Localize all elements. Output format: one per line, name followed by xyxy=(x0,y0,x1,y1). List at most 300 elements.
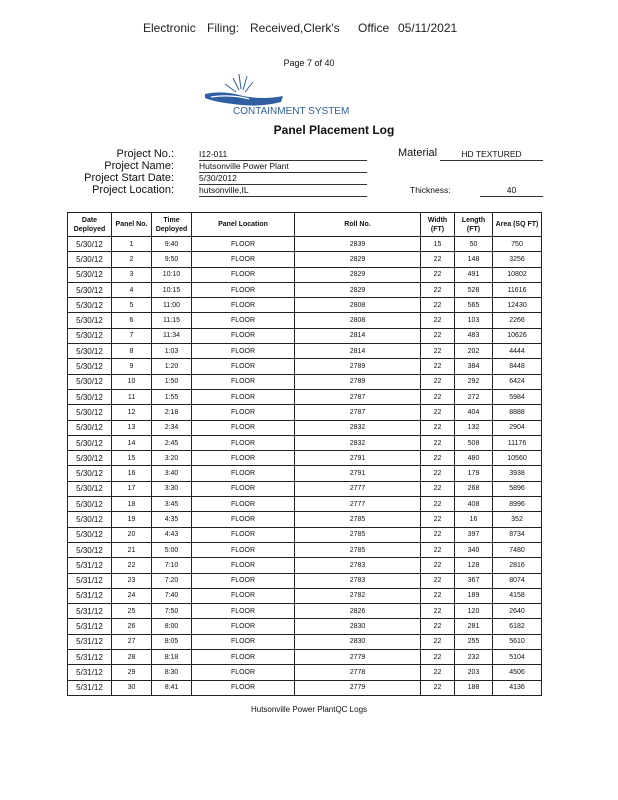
cell-location: FLOOR xyxy=(192,573,295,588)
cell-location: FLOOR xyxy=(192,512,295,527)
cell-area: 4136 xyxy=(493,680,542,695)
cell-location: FLOOR xyxy=(192,359,295,374)
cell-panel-no: 4 xyxy=(112,282,152,297)
cell-roll-no: 2829 xyxy=(295,282,421,297)
cell-location: FLOOR xyxy=(192,466,295,481)
cell-area: 10560 xyxy=(493,451,542,466)
cell-roll-no: 2839 xyxy=(295,237,421,252)
cell-time: 10:10 xyxy=(152,267,192,282)
page-footer: Hutsonville Power PlantQC Logs xyxy=(250,705,368,714)
cell-width: 22 xyxy=(421,604,455,619)
table-header-row xyxy=(68,213,542,237)
header-area: Area (SQ FT) xyxy=(493,213,542,237)
table-row xyxy=(68,282,542,297)
table-body xyxy=(68,237,542,696)
cell-time: 7:10 xyxy=(152,558,192,573)
cell-location: FLOOR xyxy=(192,237,295,252)
cell-date: 5/30/12 xyxy=(68,420,112,435)
cell-roll-no: 2791 xyxy=(295,466,421,481)
cell-location: FLOOR xyxy=(192,451,295,466)
table-row xyxy=(68,542,542,557)
cell-length: 508 xyxy=(455,435,493,450)
cell-location: FLOOR xyxy=(192,298,295,313)
cell-panel-no: 6 xyxy=(112,313,152,328)
cell-length: 340 xyxy=(455,542,493,557)
cell-panel-no: 15 xyxy=(112,451,152,466)
cell-width: 22 xyxy=(421,374,455,389)
cell-panel-no: 22 xyxy=(112,558,152,573)
cell-roll-no: 2826 xyxy=(295,604,421,619)
cell-panel-no: 14 xyxy=(112,435,152,450)
cell-panel-no: 21 xyxy=(112,542,152,557)
cell-width: 22 xyxy=(421,527,455,542)
header-roll-no: Roll No. xyxy=(295,213,421,237)
cell-panel-no: 28 xyxy=(112,650,152,665)
filing-date: 05/11/2021 xyxy=(398,21,458,35)
cell-width: 22 xyxy=(421,573,455,588)
cell-length: 202 xyxy=(455,344,493,359)
cell-length: 281 xyxy=(455,619,493,634)
cell-time: 3:30 xyxy=(152,481,192,496)
project-name-value: Hutsonville Power Plant xyxy=(199,161,367,173)
cell-roll-no: 2808 xyxy=(295,313,421,328)
cell-length: 232 xyxy=(455,650,493,665)
cell-area: 10626 xyxy=(493,328,542,343)
cell-panel-no: 2 xyxy=(112,252,152,267)
cell-time: 2:18 xyxy=(152,405,192,420)
table-row xyxy=(68,298,542,313)
cell-roll-no: 2785 xyxy=(295,512,421,527)
table-row xyxy=(68,650,542,665)
cell-roll-no: 2808 xyxy=(295,298,421,313)
table-row xyxy=(68,665,542,680)
filing-received: Received,Clerk's xyxy=(250,21,340,35)
cell-length: 120 xyxy=(455,604,493,619)
cell-panel-no: 7 xyxy=(112,328,152,343)
cell-date: 5/31/12 xyxy=(68,680,112,695)
cell-width: 22 xyxy=(421,282,455,297)
table-row xyxy=(68,313,542,328)
cell-roll-no: 2830 xyxy=(295,634,421,649)
cell-time: 2:34 xyxy=(152,420,192,435)
cell-area: 3256 xyxy=(493,252,542,267)
cell-length: 132 xyxy=(455,420,493,435)
cell-location: FLOOR xyxy=(192,405,295,420)
cell-date: 5/31/12 xyxy=(68,573,112,588)
cell-date: 5/31/12 xyxy=(68,604,112,619)
cell-time: 5:00 xyxy=(152,542,192,557)
cell-roll-no: 2829 xyxy=(295,267,421,282)
cell-length: 408 xyxy=(455,497,493,512)
cell-area: 6182 xyxy=(493,619,542,634)
cell-length: 148 xyxy=(455,252,493,267)
cell-roll-no: 2829 xyxy=(295,252,421,267)
cell-time: 11:34 xyxy=(152,328,192,343)
table-row xyxy=(68,420,542,435)
cell-roll-no: 2782 xyxy=(295,588,421,603)
cell-roll-no: 2830 xyxy=(295,619,421,634)
cell-width: 22 xyxy=(421,619,455,634)
cell-area: 352 xyxy=(493,512,542,527)
cell-panel-no: 27 xyxy=(112,634,152,649)
cell-location: FLOOR xyxy=(192,344,295,359)
cell-width: 22 xyxy=(421,344,455,359)
project-start-label: Project Start Date: xyxy=(84,172,174,184)
cell-roll-no: 2787 xyxy=(295,405,421,420)
cell-panel-no: 24 xyxy=(112,588,152,603)
cell-area: 4444 xyxy=(493,344,542,359)
cell-panel-no: 1 xyxy=(112,237,152,252)
table-row xyxy=(68,619,542,634)
project-start-value: 5/30/2012 xyxy=(199,173,367,185)
cell-panel-no: 29 xyxy=(112,665,152,680)
cell-width: 22 xyxy=(421,680,455,695)
cell-roll-no: 2814 xyxy=(295,344,421,359)
cell-location: FLOOR xyxy=(192,619,295,634)
cell-roll-no: 2777 xyxy=(295,497,421,512)
cell-location: FLOOR xyxy=(192,282,295,297)
table-row xyxy=(68,237,542,252)
cell-area: 8074 xyxy=(493,573,542,588)
cell-roll-no: 2783 xyxy=(295,558,421,573)
cell-panel-no: 25 xyxy=(112,604,152,619)
filing-electronic: Electronic xyxy=(143,21,196,35)
cell-width: 22 xyxy=(421,588,455,603)
cell-time: 8:18 xyxy=(152,650,192,665)
cell-length: 179 xyxy=(455,466,493,481)
cell-time: 3:20 xyxy=(152,451,192,466)
cell-area: 2266 xyxy=(493,313,542,328)
cell-area: 2904 xyxy=(493,420,542,435)
cell-time: 7:50 xyxy=(152,604,192,619)
cell-area: 6424 xyxy=(493,374,542,389)
table-row xyxy=(68,389,542,404)
cell-location: FLOOR xyxy=(192,527,295,542)
cell-width: 22 xyxy=(421,267,455,282)
cell-roll-no: 2832 xyxy=(295,420,421,435)
cell-date: 5/30/12 xyxy=(68,389,112,404)
cell-area: 12430 xyxy=(493,298,542,313)
cell-length: 292 xyxy=(455,374,493,389)
material-value: HD TEXTURED xyxy=(440,149,543,161)
cell-width: 15 xyxy=(421,237,455,252)
cell-date: 5/30/12 xyxy=(68,466,112,481)
cell-length: 103 xyxy=(455,313,493,328)
cell-width: 22 xyxy=(421,497,455,512)
page-number: Page 7 of 40 xyxy=(283,58,335,68)
cell-location: FLOOR xyxy=(192,252,295,267)
cell-panel-no: 26 xyxy=(112,619,152,634)
cell-time: 7:40 xyxy=(152,588,192,603)
table-row xyxy=(68,588,542,603)
thickness-label: Thickness: xyxy=(410,185,451,195)
cell-length: 397 xyxy=(455,527,493,542)
cell-width: 22 xyxy=(421,252,455,267)
table-row xyxy=(68,573,542,588)
cell-area: 10802 xyxy=(493,267,542,282)
cell-area: 5104 xyxy=(493,650,542,665)
cell-date: 5/30/12 xyxy=(68,237,112,252)
table-row xyxy=(68,435,542,450)
table-row xyxy=(68,466,542,481)
cell-roll-no: 2832 xyxy=(295,435,421,450)
table-row xyxy=(68,512,542,527)
cell-area: 4158 xyxy=(493,588,542,603)
cell-location: FLOOR xyxy=(192,435,295,450)
cell-location: FLOOR xyxy=(192,420,295,435)
cell-area: 11176 xyxy=(493,435,542,450)
cell-width: 22 xyxy=(421,389,455,404)
cell-area: 2640 xyxy=(493,604,542,619)
cell-location: FLOOR xyxy=(192,665,295,680)
table-row xyxy=(68,374,542,389)
cell-date: 5/31/12 xyxy=(68,558,112,573)
cell-date: 5/30/12 xyxy=(68,282,112,297)
cell-length: 480 xyxy=(455,451,493,466)
cell-time: 1:55 xyxy=(152,389,192,404)
cell-area: 5896 xyxy=(493,481,542,496)
cell-area: 7480 xyxy=(493,542,542,557)
table-row xyxy=(68,359,542,374)
cell-panel-no: 19 xyxy=(112,512,152,527)
cell-width: 22 xyxy=(421,512,455,527)
cell-time: 1:03 xyxy=(152,344,192,359)
cell-area: 2816 xyxy=(493,558,542,573)
cell-time: 1:50 xyxy=(152,374,192,389)
cell-roll-no: 2789 xyxy=(295,359,421,374)
cell-roll-no: 2785 xyxy=(295,542,421,557)
material-label: Material xyxy=(398,147,438,159)
cell-area: 3938 xyxy=(493,466,542,481)
cell-length: 565 xyxy=(455,298,493,313)
page-title: Panel Placement Log xyxy=(273,123,395,137)
header-panel-no: Panel No. xyxy=(112,213,152,237)
cell-panel-no: 3 xyxy=(112,267,152,282)
table-row xyxy=(68,344,542,359)
cell-length: 367 xyxy=(455,573,493,588)
cell-panel-no: 11 xyxy=(112,389,152,404)
table-row xyxy=(68,497,542,512)
cell-time: 10:15 xyxy=(152,282,192,297)
cell-width: 22 xyxy=(421,359,455,374)
cell-time: 2:45 xyxy=(152,435,192,450)
filing-label: Filing: xyxy=(207,21,240,35)
cell-time: 8:00 xyxy=(152,619,192,634)
cell-width: 22 xyxy=(421,542,455,557)
cell-time: 8:30 xyxy=(152,665,192,680)
cell-date: 5/30/12 xyxy=(68,435,112,450)
header-time: Time Deployed xyxy=(152,213,192,237)
cell-date: 5/31/12 xyxy=(68,588,112,603)
cell-time: 3:45 xyxy=(152,497,192,512)
cell-panel-no: 17 xyxy=(112,481,152,496)
cell-area: 5610 xyxy=(493,634,542,649)
cell-location: FLOOR xyxy=(192,497,295,512)
cell-length: 255 xyxy=(455,634,493,649)
cell-width: 22 xyxy=(421,451,455,466)
cell-length: 188 xyxy=(455,680,493,695)
cell-date: 5/31/12 xyxy=(68,619,112,634)
logo-text: CONTAINMENT SYSTEM xyxy=(233,106,350,117)
project-location-label: Project Location: xyxy=(92,184,174,196)
header-width: Width (FT) xyxy=(421,213,455,237)
cell-length: 203 xyxy=(455,665,493,680)
cell-panel-no: 8 xyxy=(112,344,152,359)
table-row xyxy=(68,604,542,619)
cell-location: FLOOR xyxy=(192,634,295,649)
cell-time: 7:20 xyxy=(152,573,192,588)
cell-width: 22 xyxy=(421,481,455,496)
cell-area: 11616 xyxy=(493,282,542,297)
table-row xyxy=(68,405,542,420)
cell-time: 11:15 xyxy=(152,313,192,328)
cell-area: 8734 xyxy=(493,527,542,542)
cell-panel-no: 18 xyxy=(112,497,152,512)
cell-location: FLOOR xyxy=(192,542,295,557)
cell-width: 22 xyxy=(421,298,455,313)
cell-panel-no: 5 xyxy=(112,298,152,313)
cell-length: 50 xyxy=(455,237,493,252)
cell-width: 22 xyxy=(421,405,455,420)
cell-roll-no: 2789 xyxy=(295,374,421,389)
table-row xyxy=(68,328,542,343)
cell-width: 22 xyxy=(421,420,455,435)
table-row xyxy=(68,252,542,267)
cell-date: 5/30/12 xyxy=(68,481,112,496)
project-location-value: hutsonville,IL xyxy=(199,185,367,197)
cell-area: 5984 xyxy=(493,389,542,404)
table-row xyxy=(68,680,542,695)
cell-roll-no: 2783 xyxy=(295,573,421,588)
cell-date: 5/30/12 xyxy=(68,359,112,374)
cell-length: 528 xyxy=(455,282,493,297)
cell-roll-no: 2814 xyxy=(295,328,421,343)
cell-roll-no: 2791 xyxy=(295,451,421,466)
cell-date: 5/30/12 xyxy=(68,451,112,466)
cell-date: 5/30/12 xyxy=(68,298,112,313)
cell-time: 8:41 xyxy=(152,680,192,695)
header-location: Panel Location xyxy=(192,213,295,237)
cell-area: 750 xyxy=(493,237,542,252)
cell-location: FLOOR xyxy=(192,328,295,343)
cell-length: 384 xyxy=(455,359,493,374)
header-length: Length (FT) xyxy=(455,213,493,237)
cell-area: 8888 xyxy=(493,405,542,420)
cell-width: 22 xyxy=(421,435,455,450)
cell-date: 5/30/12 xyxy=(68,527,112,542)
panel-placement-table xyxy=(67,212,542,696)
table-row xyxy=(68,451,542,466)
cell-panel-no: 20 xyxy=(112,527,152,542)
cell-panel-no: 10 xyxy=(112,374,152,389)
cell-date: 5/30/12 xyxy=(68,405,112,420)
cell-location: FLOOR xyxy=(192,588,295,603)
cell-location: FLOOR xyxy=(192,389,295,404)
cell-date: 5/30/12 xyxy=(68,313,112,328)
cell-roll-no: 2787 xyxy=(295,389,421,404)
cell-location: FLOOR xyxy=(192,313,295,328)
cell-roll-no: 2779 xyxy=(295,680,421,695)
cell-time: 9:50 xyxy=(152,252,192,267)
cell-length: 16 xyxy=(455,512,493,527)
cell-time: 3:40 xyxy=(152,466,192,481)
cell-length: 272 xyxy=(455,389,493,404)
cell-time: 8:05 xyxy=(152,634,192,649)
cell-date: 5/31/12 xyxy=(68,634,112,649)
cell-width: 22 xyxy=(421,634,455,649)
cell-panel-no: 30 xyxy=(112,680,152,695)
table-row xyxy=(68,558,542,573)
cell-panel-no: 12 xyxy=(112,405,152,420)
cell-location: FLOOR xyxy=(192,374,295,389)
cell-panel-no: 9 xyxy=(112,359,152,374)
cell-panel-no: 13 xyxy=(112,420,152,435)
cell-date: 5/30/12 xyxy=(68,512,112,527)
cell-length: 189 xyxy=(455,588,493,603)
cell-date: 5/30/12 xyxy=(68,542,112,557)
cell-panel-no: 16 xyxy=(112,466,152,481)
company-logo xyxy=(203,70,373,118)
cell-date: 5/31/12 xyxy=(68,665,112,680)
cell-length: 404 xyxy=(455,405,493,420)
cell-length: 128 xyxy=(455,558,493,573)
cell-date: 5/30/12 xyxy=(68,374,112,389)
cell-date: 5/30/12 xyxy=(68,267,112,282)
cell-roll-no: 2779 xyxy=(295,650,421,665)
cell-area: 8996 xyxy=(493,497,542,512)
filing-office: Office xyxy=(358,21,390,35)
cell-time: 11:00 xyxy=(152,298,192,313)
cell-width: 22 xyxy=(421,328,455,343)
cell-width: 22 xyxy=(421,558,455,573)
cell-location: FLOOR xyxy=(192,267,295,282)
cell-width: 22 xyxy=(421,466,455,481)
cell-time: 1:20 xyxy=(152,359,192,374)
project-name-label: Project Name: xyxy=(104,160,174,172)
cell-location: FLOOR xyxy=(192,650,295,665)
cell-length: 268 xyxy=(455,481,493,496)
cell-location: FLOOR xyxy=(192,481,295,496)
table-row xyxy=(68,527,542,542)
thickness-value: 40 xyxy=(480,185,543,197)
cell-location: FLOOR xyxy=(192,680,295,695)
cell-date: 5/31/12 xyxy=(68,650,112,665)
header-date: Date Deployed xyxy=(68,213,112,237)
cell-length: 491 xyxy=(455,267,493,282)
cell-time: 9:40 xyxy=(152,237,192,252)
project-no-label: Project No.: xyxy=(116,148,174,160)
containment-logo-icon xyxy=(203,70,373,118)
cell-length: 483 xyxy=(455,328,493,343)
cell-date: 5/30/12 xyxy=(68,497,112,512)
cell-width: 22 xyxy=(421,650,455,665)
cell-area: 4506 xyxy=(493,665,542,680)
cell-date: 5/30/12 xyxy=(68,252,112,267)
cell-area: 8448 xyxy=(493,359,542,374)
cell-roll-no: 2777 xyxy=(295,481,421,496)
cell-date: 5/30/12 xyxy=(68,344,112,359)
table-row xyxy=(68,634,542,649)
table-row xyxy=(68,481,542,496)
cell-location: FLOOR xyxy=(192,604,295,619)
cell-panel-no: 23 xyxy=(112,573,152,588)
cell-time: 4:43 xyxy=(152,527,192,542)
cell-location: FLOOR xyxy=(192,558,295,573)
cell-date: 5/30/12 xyxy=(68,328,112,343)
project-no-value: I12-011 xyxy=(199,149,367,161)
cell-roll-no: 2785 xyxy=(295,527,421,542)
cell-width: 22 xyxy=(421,313,455,328)
